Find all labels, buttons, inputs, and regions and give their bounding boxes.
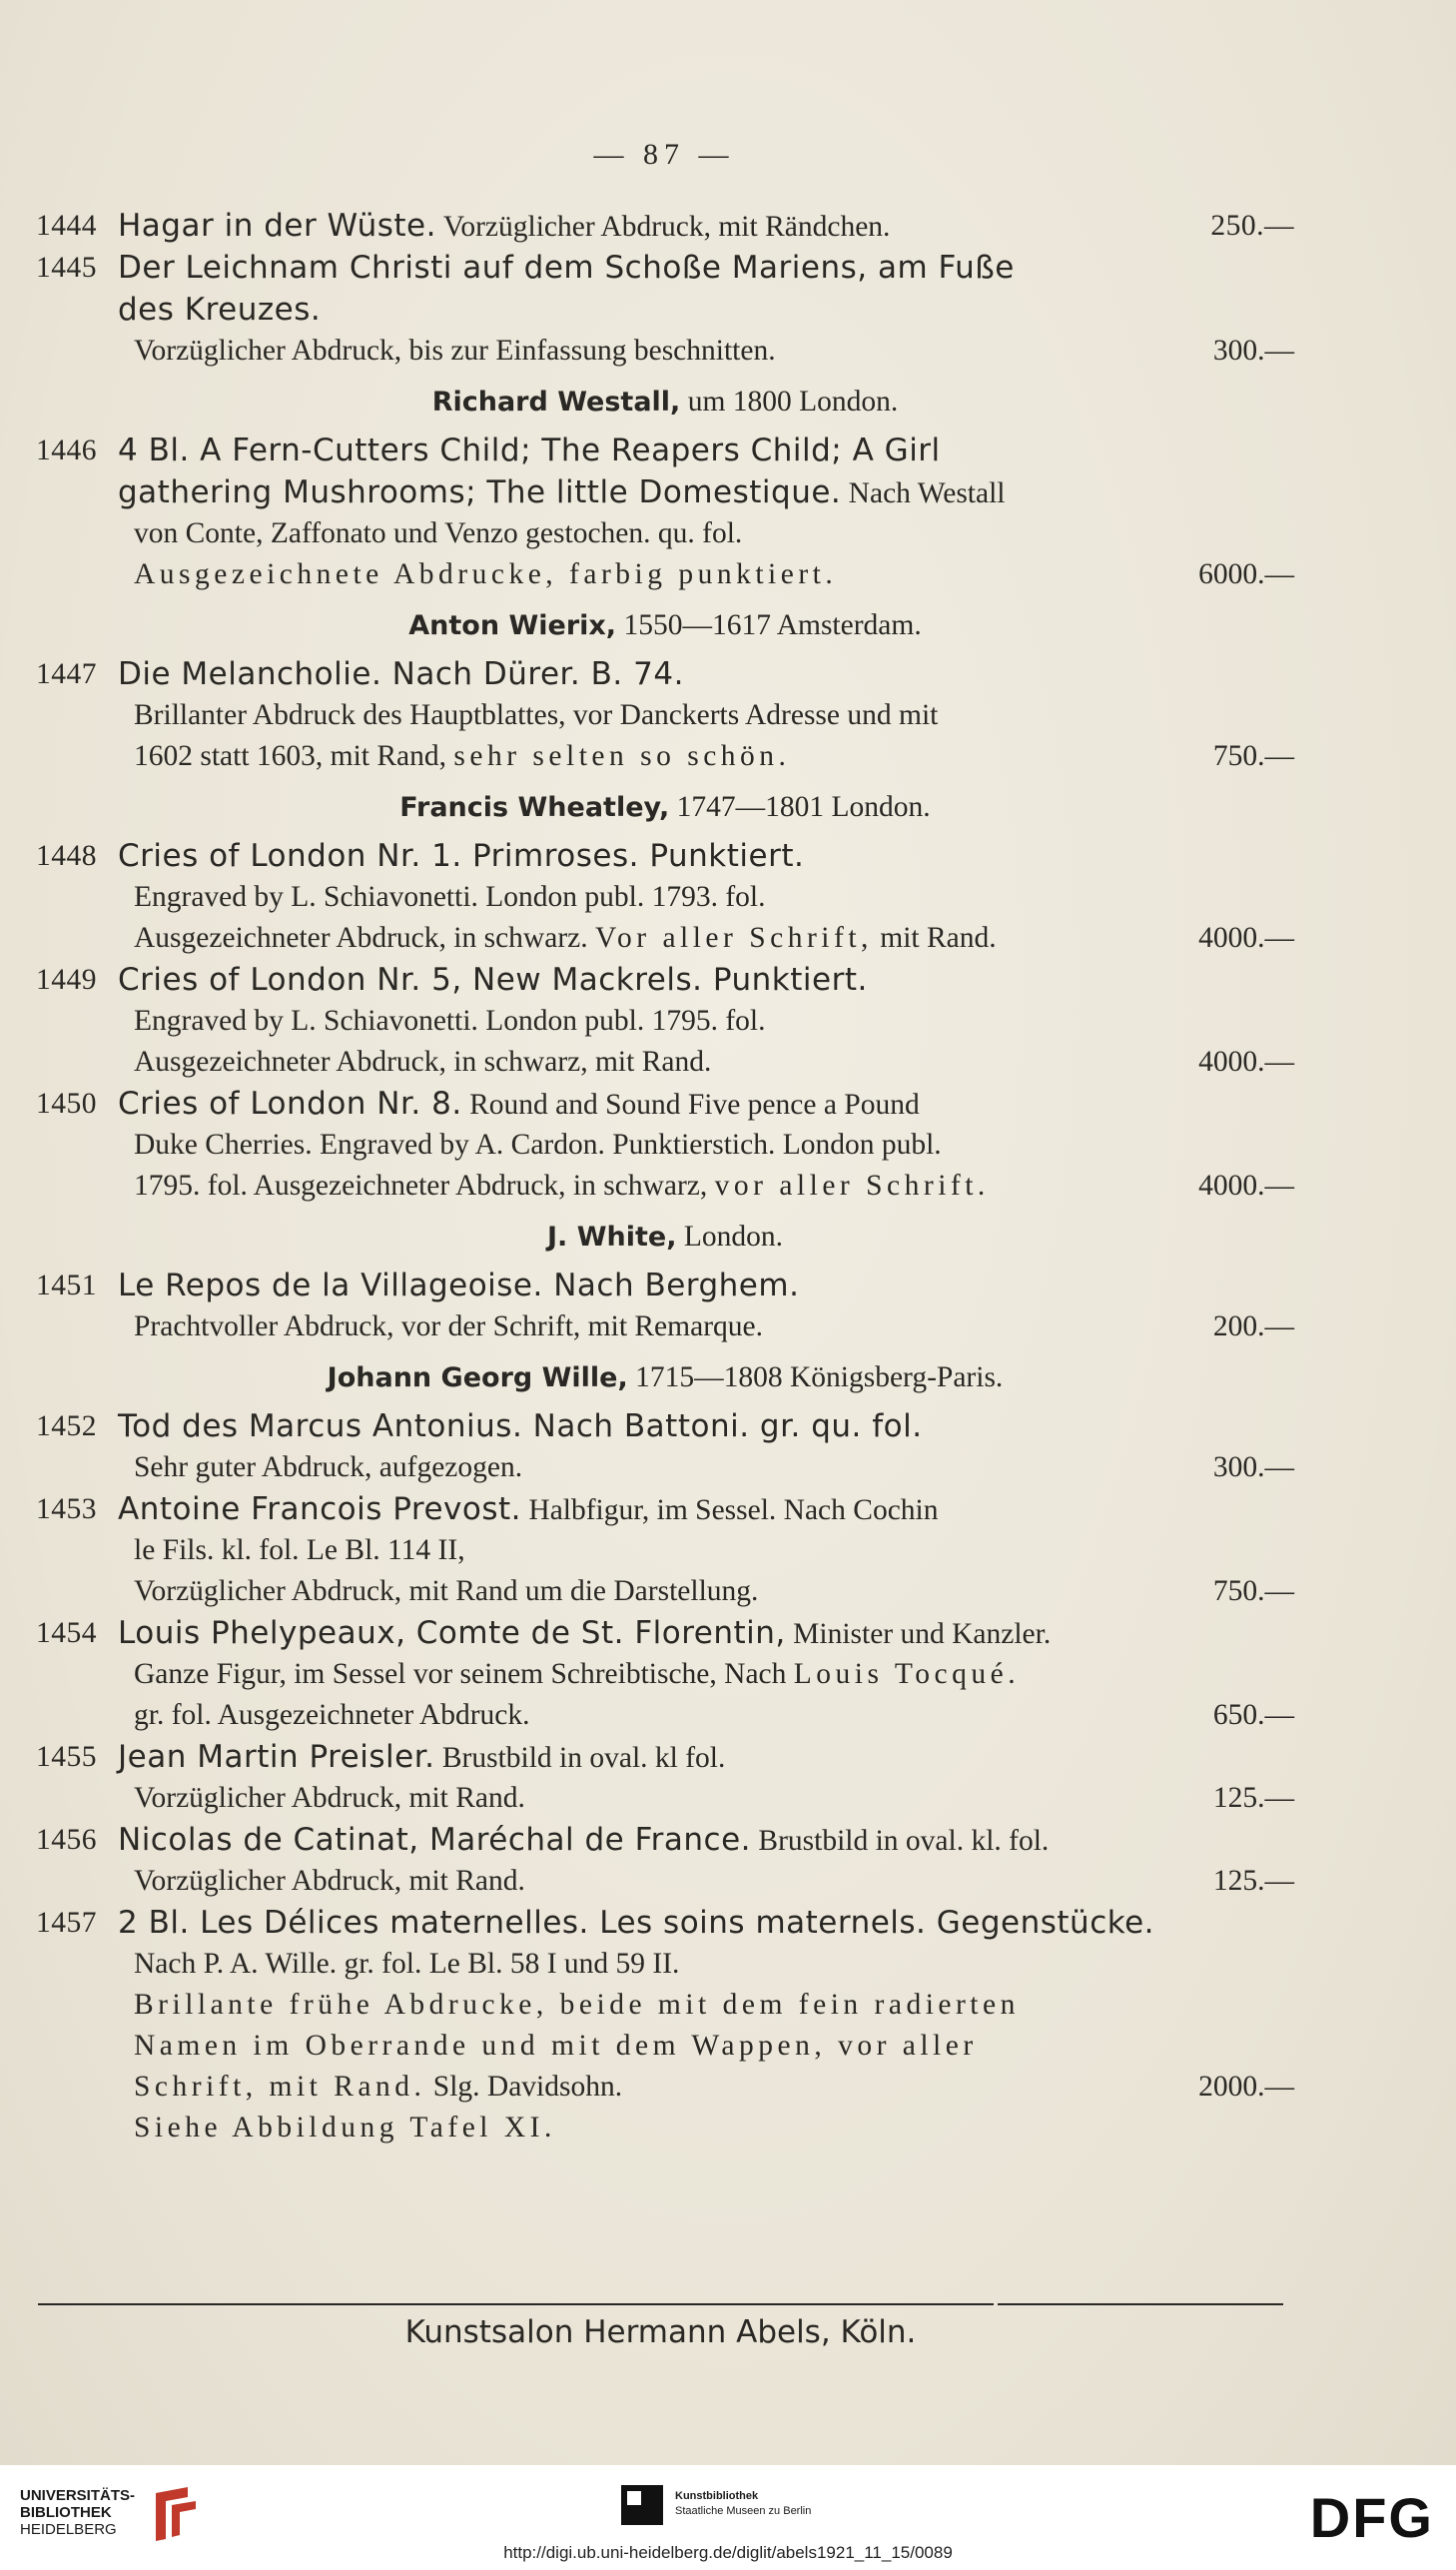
entry-line	[36, 1125, 1294, 1166]
entry-line	[36, 653, 1294, 695]
entry-line	[36, 513, 1294, 554]
entry-title: Louis Phelypeaux, Comte de St. Florentin,	[118, 1615, 786, 1651]
lot-price: 125.—	[1212, 1782, 1294, 1814]
entry-text	[118, 959, 868, 1001]
entry-description: Engraved by L. Schiavonetti. London publ. 1795. fol.	[134, 1005, 766, 1037]
entry-text	[134, 331, 776, 372]
lot-number: 1455	[36, 1741, 97, 1773]
artist-heading	[36, 378, 1294, 426]
entry-title: Jean Martin Preisler.	[118, 1739, 435, 1775]
entry-description: 1602 statt 1603, mit Rand,	[134, 740, 454, 772]
artist-name: J. White,	[547, 1222, 677, 1253]
entry-line	[36, 1265, 1294, 1306]
entry-line	[36, 1166, 1294, 1207]
lot-price: 200.—	[1212, 1310, 1294, 1342]
entry-description: Minister und Kanzler.	[785, 1618, 1052, 1650]
entry-title: 2 Bl. Les Délices maternelles. Les soins maternels. Gegenstücke.	[118, 1905, 1155, 1941]
entry-line	[36, 247, 1294, 289]
entry-emphasis: Ausgezeichnete Abdrucke, farbig punktiert.	[134, 558, 838, 590]
lot-price: 2000.—	[1198, 2071, 1294, 2103]
entry-description: Round and Sound Five pence a Pound	[461, 1089, 920, 1121]
entry-title: Tod des Marcus Antonius. Nach Battoni. gr. qu. fol.	[118, 1408, 923, 1444]
artist-info: 1747—1801 London.	[669, 791, 931, 823]
entry-description: Ganze Figur, im Sessel vor seinem Schreibtische, Nach	[134, 1658, 794, 1690]
entry-line	[36, 1902, 1294, 1944]
entry-text	[118, 653, 684, 695]
page-number: — 87 —	[593, 138, 735, 171]
artist-heading	[36, 1353, 1294, 1401]
entry-description: Vorzüglicher Abdruck, mit Rand um die Darstellung.	[134, 1575, 759, 1607]
entry-text	[118, 429, 941, 471]
entry-line	[36, 2026, 1294, 2067]
entry-text	[118, 1736, 725, 1779]
entry-text	[118, 1405, 923, 1447]
lot-price: 4000.—	[1198, 1170, 1294, 1202]
catalog-entry	[36, 1083, 1294, 1207]
entry-text	[118, 1083, 920, 1126]
entry-title: 4 Bl. A Fern-Cutters Child; The Reapers Child; A Girl	[118, 432, 941, 468]
catalog-entry	[36, 1819, 1294, 1902]
entry-line	[36, 1042, 1294, 1083]
lot-number: 1457	[36, 1907, 97, 1939]
entry-line	[36, 331, 1294, 372]
lot-number: 1451	[36, 1270, 97, 1301]
entry-emphasis: Vor aller Schrift,	[595, 922, 873, 954]
dfg-logo[interactable]: DFG	[1309, 2486, 1434, 2549]
entry-text	[118, 289, 321, 331]
entry-title: Cries of London Nr. 5, New Mackrels. Punktiert.	[118, 962, 868, 998]
entry-line	[36, 1985, 1294, 2026]
artist-info: 1550—1617 Amsterdam.	[616, 609, 922, 641]
lot-number: 1445	[36, 252, 97, 284]
ub-name-line3: HEIDELBERG	[20, 2521, 117, 2538]
catalog-entry	[36, 429, 1294, 595]
entry-text	[134, 1166, 990, 1207]
catalog-entry	[36, 1488, 1294, 1612]
ub-name-line1: UNIVERSITÄTS-	[20, 2487, 136, 2504]
entry-description: 1795. fol. Ausgezeichneter Abdruck, in schwarz,	[134, 1170, 715, 1202]
entry-emphasis: sehr selten so schön.	[453, 740, 791, 772]
entry-description: Vorzüglicher Abdruck, mit Rand.	[134, 1865, 525, 1897]
lot-price: 250.—	[1210, 210, 1294, 242]
entry-description: Duke Cherries. Engraved by A. Cardon. Punktierstich. London publ.	[134, 1129, 942, 1161]
entry-text	[118, 205, 890, 248]
entry-line	[36, 1736, 1294, 1778]
lot-number: 1448	[36, 840, 97, 872]
entry-line	[36, 736, 1294, 777]
entry-description: Vorzüglicher Abdruck, bis zur Einfassung beschnitten.	[134, 335, 776, 367]
artist-name: Francis Wheatley,	[399, 792, 670, 823]
lot-number: 1446	[36, 434, 97, 466]
entry-description: gr. fol. Ausgezeichneter Abdruck.	[134, 1699, 530, 1731]
footer-rule-right	[998, 2303, 1283, 2305]
ub-name-line2: BIBLIOTHEK	[20, 2504, 112, 2521]
entry-text	[118, 247, 1015, 289]
entry-line	[36, 1306, 1294, 1347]
artist-heading	[36, 783, 1294, 831]
entry-text	[118, 1488, 939, 1531]
entry-description: von Conte, Zaffonato und Venzo gestochen. qu. fol.	[134, 517, 743, 549]
entry-text	[134, 1571, 758, 1612]
entry-line	[36, 835, 1294, 877]
entry-description: Vorzüglicher Abdruck, mit Rand.	[134, 1782, 525, 1814]
lot-price: 4000.—	[1198, 922, 1294, 954]
entry-text	[134, 1530, 465, 1571]
entry-line	[36, 205, 1294, 247]
entry-title: Die Melancholie. Nach Dürer. B. 74.	[118, 656, 684, 692]
entry-description: mit Rand.	[872, 922, 997, 954]
lot-number: 1452	[36, 1410, 97, 1442]
entry-line	[36, 918, 1294, 959]
entry-text	[134, 877, 766, 918]
entry-text	[134, 1447, 522, 1488]
lot-number: 1454	[36, 1617, 97, 1649]
catalog-entry	[36, 959, 1294, 1083]
catalog-entry	[36, 1736, 1294, 1819]
artist-name: Johann Georg Wille,	[327, 1362, 628, 1393]
entry-emphasis: Namen im Oberrande und mit dem Wappen, vor aller	[134, 2030, 978, 2062]
entry-line	[36, 1819, 1294, 1861]
kunstbibliothek-emblem-icon	[621, 2485, 663, 2525]
lot-number: 1450	[36, 1088, 97, 1120]
lot-number: 1444	[36, 210, 97, 242]
entry-line	[36, 471, 1294, 513]
ub-heidelberg-logo[interactable]	[20, 2487, 135, 2538]
footer-rule-left	[38, 2303, 994, 2305]
entry-text	[134, 513, 742, 554]
entry-description: Nach Westall	[841, 477, 1006, 509]
catalog-entry	[36, 1265, 1294, 1347]
entry-title: Cries of London Nr. 1. Primroses. Punktiert.	[118, 838, 805, 874]
entry-line	[36, 429, 1294, 471]
lot-number: 1447	[36, 658, 97, 690]
entry-line	[36, 2108, 1294, 2148]
entry-text	[134, 1001, 766, 1042]
kb-subname: Staatliche Museen zu Berlin	[675, 2505, 812, 2517]
catalog-entry	[36, 205, 1294, 247]
artist-name: Richard Westall,	[431, 387, 681, 418]
entry-description: Halbfigur, im Sessel. Nach Cochin	[521, 1494, 939, 1526]
lot-price: 750.—	[1212, 740, 1294, 772]
entry-line	[36, 1001, 1294, 1042]
entry-description: Vorzüglicher Abdruck, mit Rändchen.	[435, 211, 891, 243]
entry-line	[36, 2067, 1294, 2108]
entry-line	[36, 554, 1294, 595]
catalog-entry	[36, 1902, 1294, 2148]
ub-heidelberg-emblem-icon	[148, 2483, 204, 2545]
catalog-entry	[36, 247, 1294, 372]
permalink-url[interactable]: http://digi.ub.uni-heidelberg.de/diglit/abels1921_11_15/0089	[503, 2543, 953, 2562]
entry-text	[134, 1654, 1020, 1695]
entry-line	[36, 1695, 1294, 1736]
entry-line	[36, 289, 1294, 331]
entry-line	[36, 1612, 1294, 1654]
entry-text	[118, 835, 804, 877]
entry-line	[36, 1447, 1294, 1488]
entry-line	[36, 1654, 1294, 1695]
entry-text	[134, 2067, 622, 2108]
entry-line	[36, 1405, 1294, 1447]
entry-text	[118, 1265, 799, 1306]
lot-price: 300.—	[1212, 335, 1294, 367]
entry-line	[36, 877, 1294, 918]
entry-description: le Fils. kl. fol. Le Bl. 114 II,	[134, 1534, 465, 1566]
entry-text	[134, 1861, 525, 1902]
entry-description: Brustbild in oval. kl. fol.	[751, 1825, 1050, 1857]
entry-title: Nicolas de Catinat, Maréchal de France.	[118, 1822, 752, 1858]
entry-text	[134, 2108, 556, 2148]
entry-description: Nach P. A. Wille. gr. fol. Le Bl. 58 I und 59 II.	[134, 1948, 680, 1980]
entry-line	[36, 1083, 1294, 1125]
entry-description: Engraved by L. Schiavonetti. London publ. 1793. fol.	[134, 881, 766, 913]
entry-title: des Kreuzes.	[118, 292, 322, 328]
lot-price: 750.—	[1212, 1575, 1294, 1607]
lot-price: 125.—	[1212, 1865, 1294, 1897]
entry-line	[36, 1861, 1294, 1902]
catalog-entry	[36, 653, 1294, 777]
entry-text	[134, 1985, 1020, 2026]
catalog-entry	[36, 1612, 1294, 1736]
entry-line	[36, 1571, 1294, 1612]
catalog-entry	[36, 835, 1294, 959]
entry-text	[134, 1695, 530, 1736]
entry-text	[118, 1819, 1049, 1862]
entry-text	[134, 695, 938, 736]
entry-text	[118, 1902, 1154, 1944]
viewer-bottom-bar	[0, 2465, 1456, 2570]
artist-heading	[36, 601, 1294, 649]
lot-price: 4000.—	[1198, 1046, 1294, 1078]
entry-line	[36, 1488, 1294, 1530]
artist-info: um 1800 London.	[680, 386, 899, 418]
artist-info: 1715—1808 Königsberg-Paris.	[627, 1361, 1004, 1393]
lot-price: 650.—	[1212, 1699, 1294, 1731]
lot-price: 300.—	[1212, 1451, 1294, 1483]
entry-title: Le Repos de la Villageoise. Nach Berghem.	[118, 1268, 800, 1303]
lot-number: 1449	[36, 964, 97, 996]
entry-title: Hagar in der Wüste.	[118, 208, 436, 244]
entry-text	[118, 1612, 1051, 1655]
artist-name: Anton Wierix,	[408, 610, 617, 641]
lot-number: 1456	[36, 1824, 97, 1856]
entry-text	[134, 554, 837, 595]
entry-text	[134, 1944, 679, 1985]
entry-text	[134, 1306, 763, 1347]
entry-text	[134, 1778, 525, 1819]
entry-title: Cries of London Nr. 8.	[118, 1086, 462, 1122]
catalog-content	[36, 205, 1294, 2148]
entry-description: Brillanter Abdruck des Hauptblattes, vor Danckerts Adresse und mit	[134, 699, 939, 731]
lot-price: 6000.—	[1198, 558, 1294, 590]
entry-line	[36, 695, 1294, 736]
entry-text	[134, 1125, 942, 1166]
entry-line	[36, 1530, 1294, 1571]
entry-emphasis: Schrift, mit Rand.	[134, 2071, 426, 2103]
entry-description: Sehr guter Abdruck, aufgezogen.	[134, 1451, 523, 1483]
entry-text	[134, 2026, 978, 2067]
entry-emphasis: Brillante frühe Abdrucke, beide mit dem fein radierten	[134, 1989, 1020, 2021]
entry-text	[134, 736, 790, 777]
catalog-entry	[36, 1405, 1294, 1488]
footer-imprint: Kunstsalon Hermann Abels, Köln.	[404, 2314, 917, 2350]
entry-description: Ausgezeichneter Abdruck, in schwarz.	[134, 922, 595, 954]
entry-title: Antoine Francois Prevost.	[118, 1491, 522, 1527]
entry-description: Prachtvoller Abdruck, vor der Schrift, mit Remarque.	[134, 1310, 763, 1342]
entry-emphasis: vor aller Schrift.	[714, 1170, 990, 1202]
entry-line	[36, 959, 1294, 1001]
entry-title: gathering Mushrooms; The little Domestique.	[118, 474, 842, 510]
entry-line	[36, 1778, 1294, 1819]
entry-title: Der Leichnam Christi auf dem Schoße Mariens, am Fuße	[118, 250, 1015, 286]
artist-heading	[36, 1213, 1294, 1261]
entry-description: Brustbild in oval. kl fol.	[434, 1742, 726, 1774]
entry-emphasis: Siehe Abbildung Tafel XI.	[134, 2112, 556, 2143]
kb-name: Kunstbibliothek	[675, 2490, 759, 2502]
entry-text	[134, 1042, 711, 1083]
entry-text	[134, 918, 997, 959]
entry-text	[118, 471, 1006, 514]
lot-number: 1453	[36, 1493, 97, 1525]
entry-description: Ausgezeichneter Abdruck, in schwarz, mit Rand.	[134, 1046, 712, 1078]
entry-description: Slg. Davidsohn.	[425, 2071, 623, 2103]
entry-emphasis: Louis Tocqué.	[793, 1658, 1021, 1690]
entry-line	[36, 1944, 1294, 1985]
artist-info: London.	[676, 1221, 783, 1253]
